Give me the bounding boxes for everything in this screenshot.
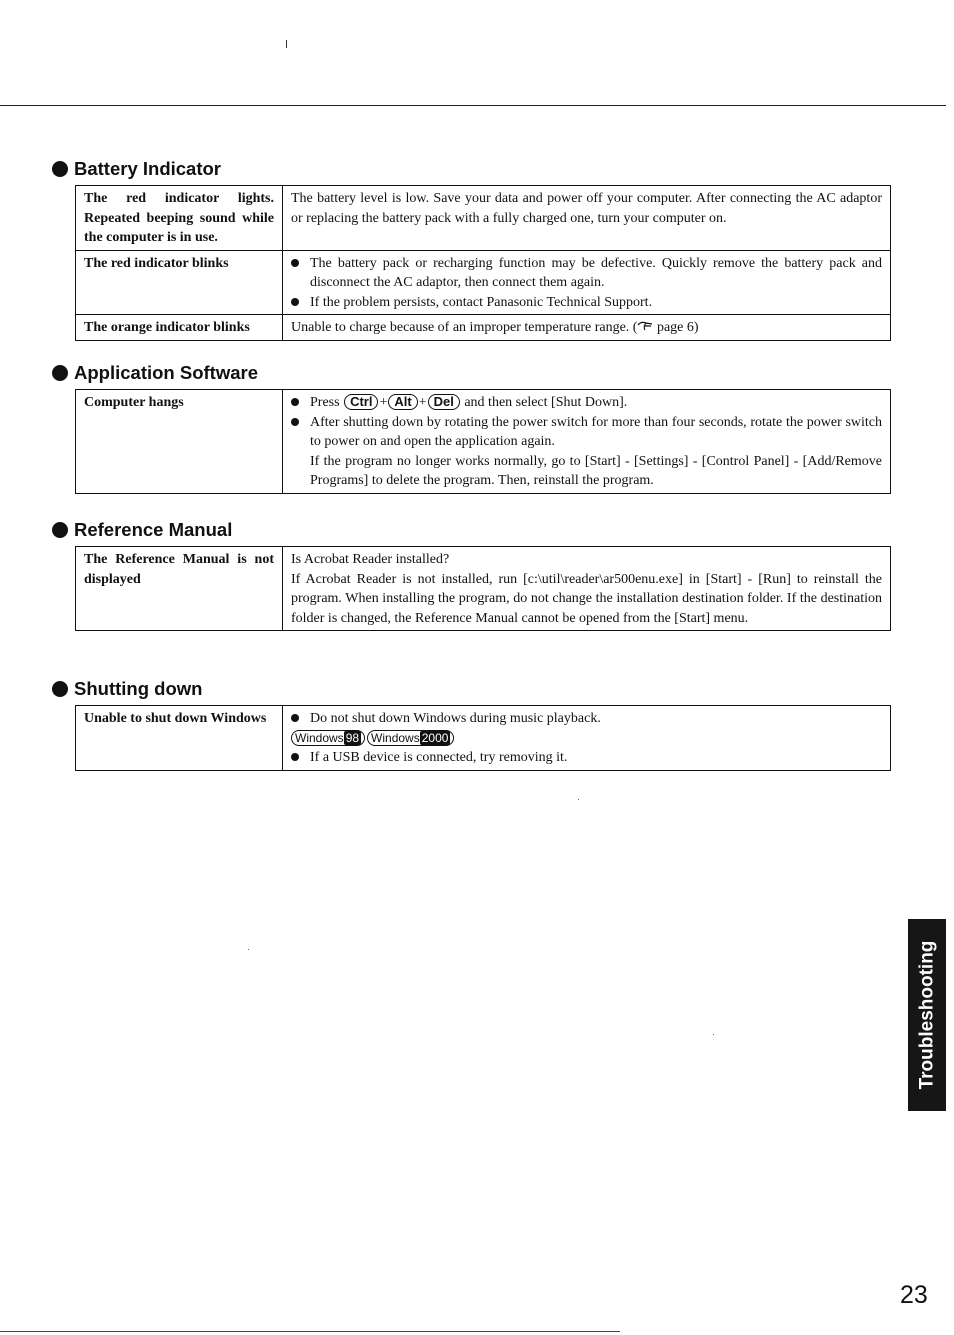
desc-text: Unable to charge because of an improper temperature range. ( xyxy=(291,320,638,335)
section-title-text: Battery Indicator xyxy=(74,158,222,179)
table-row xyxy=(76,390,891,494)
reference-table xyxy=(75,546,891,631)
bullet-icon xyxy=(291,413,310,452)
section-title-reference xyxy=(52,519,232,541)
text: and then select [Shut Down]. xyxy=(460,395,628,410)
row-label: The orange indicator blinks xyxy=(76,315,283,341)
section-tab-label: Troubleshooting xyxy=(916,940,938,1090)
table-row xyxy=(76,250,891,315)
row-label: The red indicator blinks xyxy=(76,250,283,315)
list-item-continuation: If the program no longer works normally, go to [Start] - [Settings] - [Control Panel] - [Add/Remove Programs] to delete the program. Then, reinstall the program. xyxy=(310,453,882,488)
row-description xyxy=(283,706,891,771)
footer-rule xyxy=(0,1331,620,1332)
page-reference-icon xyxy=(637,320,653,332)
list-item-text: Do not shut down Windows during music playback. xyxy=(310,711,601,726)
bullet-icon xyxy=(291,709,310,729)
section-title-text: Reference Manual xyxy=(74,519,233,540)
text: Press xyxy=(310,395,344,410)
list-item-text xyxy=(310,393,627,413)
section-title-application xyxy=(52,362,258,384)
row-description xyxy=(283,315,891,341)
desc-line: If Acrobat Reader is not installed, run [c:\util\reader\ar500enu.exe] in [Start] - [Run] to reinstall the program. When installing the program, do not change the installation destination folder. If the destination folder is changed, the Reference Manual cannot be opened from the [Start] menu. xyxy=(291,571,882,626)
section-title-battery xyxy=(52,158,221,180)
os-name: Windows xyxy=(295,730,344,745)
windows2000-badge xyxy=(367,730,454,746)
desc-text: page 6) xyxy=(653,320,699,335)
row-description xyxy=(283,390,891,494)
row-description xyxy=(283,250,891,315)
list-item xyxy=(291,413,882,452)
bullet-icon xyxy=(52,681,68,697)
page-number: 23 xyxy=(900,1281,928,1309)
header-rule xyxy=(0,105,946,106)
scan-speck xyxy=(578,799,579,800)
scan-speck xyxy=(713,1034,714,1035)
scan-speck xyxy=(248,949,249,950)
ctrl-key: Ctrl xyxy=(344,394,378,410)
battery-table xyxy=(75,185,891,341)
application-table xyxy=(75,389,891,494)
section-tab-troubleshooting xyxy=(908,919,946,1111)
table-row xyxy=(76,186,891,251)
row-label: The Reference Manual is not displayed xyxy=(76,547,283,631)
os-badges xyxy=(291,729,882,749)
windows98-badge xyxy=(291,730,365,746)
os-version: 2000 xyxy=(421,730,449,745)
desc-line: Is Acrobat Reader installed? xyxy=(291,552,450,567)
list-item-text: If a USB device is connected, try removing it. xyxy=(310,750,568,765)
table-row xyxy=(76,315,891,341)
plus-sign: + xyxy=(418,395,427,410)
section-title-text: Application Software xyxy=(74,362,258,383)
list-item-text: After shutting down by rotating the power switch for more than four seconds, rotate the power switch to power on and open the application again. xyxy=(310,414,882,449)
os-name: Windows xyxy=(371,730,420,745)
row-description xyxy=(283,547,891,631)
plus-sign: + xyxy=(379,395,388,410)
list-item-text: If the problem persists, contact Panasonic Technical Support. xyxy=(310,294,653,310)
alt-key: Alt xyxy=(388,394,417,410)
scan-mark xyxy=(286,40,287,48)
table-row xyxy=(76,706,891,771)
list-item xyxy=(291,254,882,293)
list-item xyxy=(291,709,882,729)
row-label: The red indicator lights. Repeated beeping sound while the computer is in use. xyxy=(76,186,283,251)
shutdown-table xyxy=(75,705,891,771)
row-label: Unable to shut down Windows xyxy=(76,706,283,771)
row-label: Computer hangs xyxy=(76,390,283,494)
bullet-icon xyxy=(52,365,68,381)
bullet-icon xyxy=(52,161,68,177)
bullet-icon xyxy=(291,293,310,313)
list-item xyxy=(291,748,882,768)
table-row xyxy=(76,547,891,631)
section-title-shutdown xyxy=(52,678,202,700)
bullet-icon xyxy=(291,254,310,293)
bullet-icon xyxy=(52,522,68,538)
bullet-icon xyxy=(291,748,310,768)
os-version: 98 xyxy=(345,730,360,745)
row-description: The battery level is low. Save your data and power off your computer. After connecting the AC adaptor or replacing the battery pack with a fully charged one, turn your computer on. xyxy=(283,186,891,251)
del-key: Del xyxy=(428,394,460,410)
list-item xyxy=(291,293,882,313)
list-item xyxy=(291,393,882,413)
bullet-icon xyxy=(291,393,310,413)
list-item-text: The battery pack or recharging function may be defective. Quickly remove the battery pack and disconnect the AC adaptor, then connect them again. xyxy=(310,255,882,290)
section-title-text: Shutting down xyxy=(74,678,203,699)
